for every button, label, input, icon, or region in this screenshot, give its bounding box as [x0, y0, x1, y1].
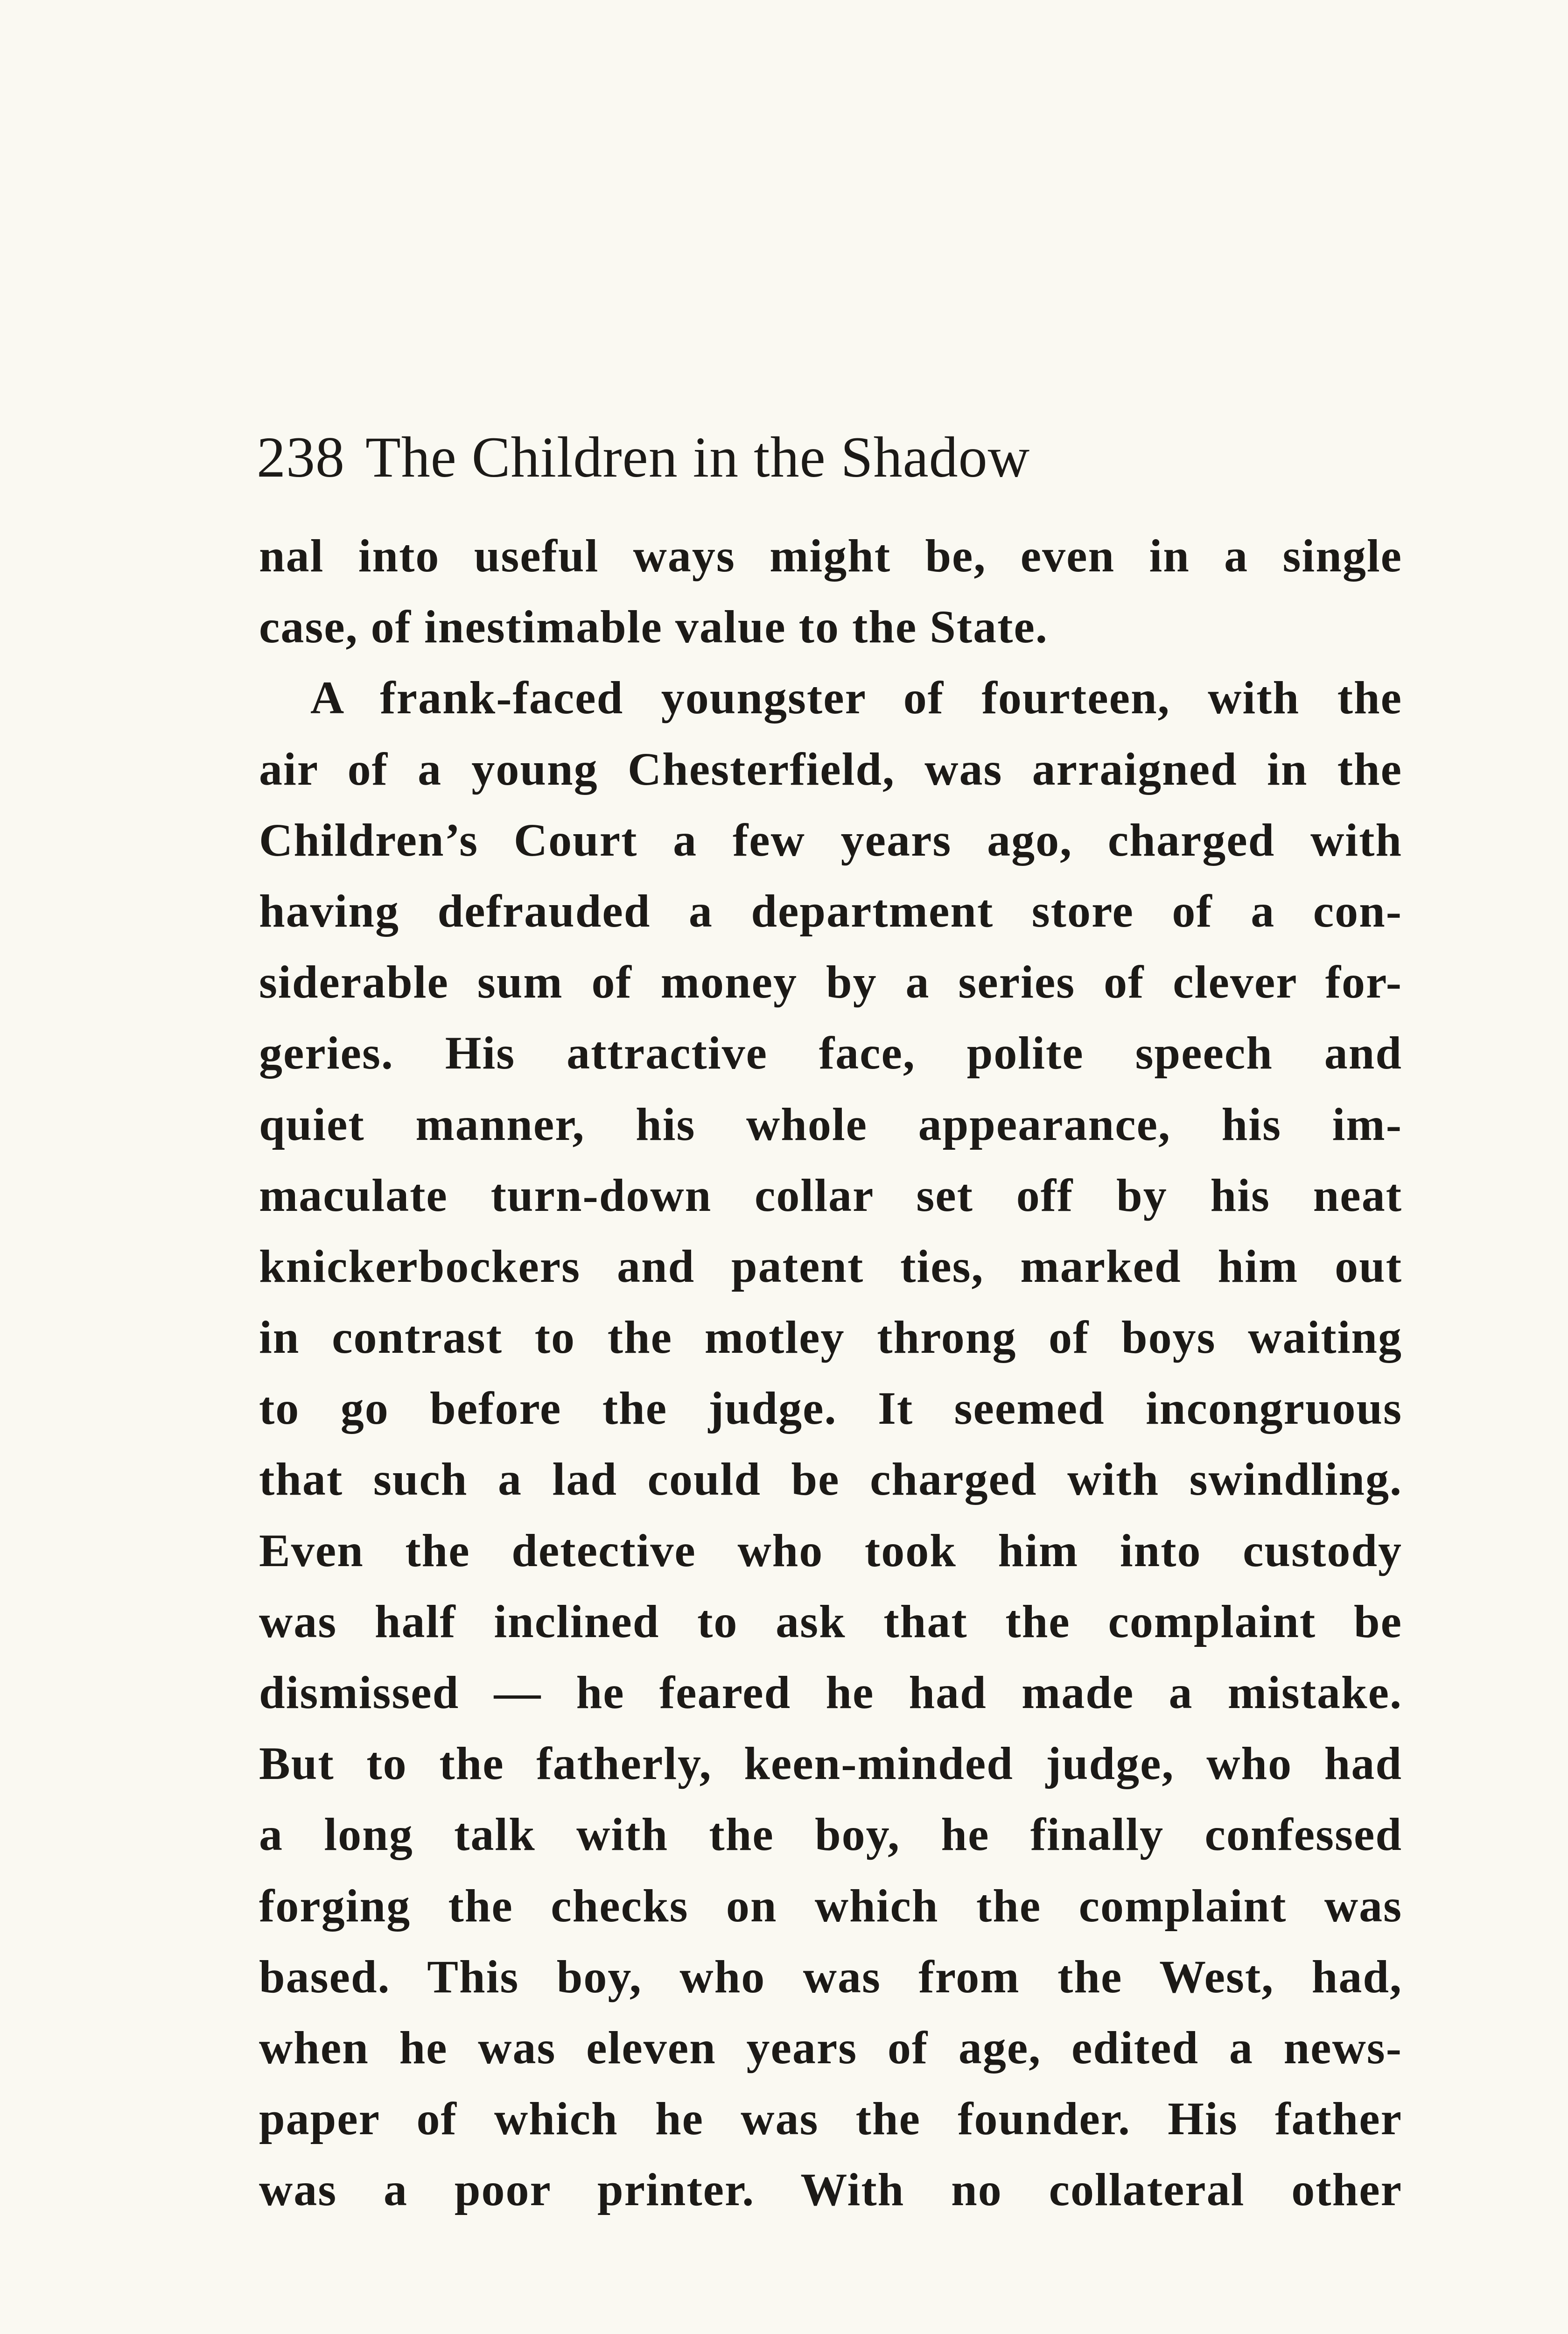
text-line: that such a lad could be charged with swindling. [259, 1453, 1402, 1505]
text-line: when he was eleven years of age, edited a news- [259, 2021, 1402, 2074]
text-line: nal into useful ways might be, even in a single [259, 530, 1402, 582]
page-number: 238 [257, 425, 345, 489]
text-line: Children’s Court a few years ago, charged with [259, 814, 1402, 866]
text-line: in contrast to the motley throng of boys waiting [259, 1311, 1402, 1364]
text-line: forging the checks on which the complaint was [259, 1879, 1402, 1932]
running-title: The Children in the Shadow [365, 425, 1030, 489]
text-line: dismissed — he feared he had made a mistake. [259, 1666, 1402, 1718]
text-line: maculate turn-down collar set off by his neat [259, 1169, 1402, 1221]
text-line: Even the detective who took him into custody [259, 1524, 1402, 1576]
text-line: siderable sum of money by a series of clever for- [259, 956, 1402, 1008]
paragraph-first-line: A frank-faced youngster of fourteen, with the [310, 672, 1402, 724]
text-line: based. This boy, who was from the West, had, [259, 1950, 1402, 2003]
text-line: But to the fatherly, keen-minded judge, who had [259, 1737, 1402, 1790]
text-line: geries. His attractive face, polite speech and [259, 1027, 1402, 1079]
text-line: paper of which he was the founder. His father [259, 2093, 1402, 2145]
text-line: a long talk with the boy, he finally confessed [259, 1808, 1402, 1861]
text-line: case, of inestimable value to the State. [259, 601, 1048, 653]
text-line: was half inclined to ask that the complaint be [259, 1595, 1402, 1647]
text-line: air of a young Chesterfield, was arraigned in the [259, 743, 1402, 795]
text-line: having defrauded a department store of a con- [259, 885, 1402, 937]
text-line: knickerbockers and patent ties, marked him out [259, 1240, 1402, 1292]
body-text [259, 520, 1402, 2226]
text-line: to go before the judge. It seemed incongruous [259, 1382, 1402, 1434]
text-line: quiet manner, his whole appearance, his im- [259, 1098, 1402, 1150]
running-head [257, 418, 1405, 497]
text-line: was a poor printer. With no collateral other [259, 2164, 1402, 2216]
